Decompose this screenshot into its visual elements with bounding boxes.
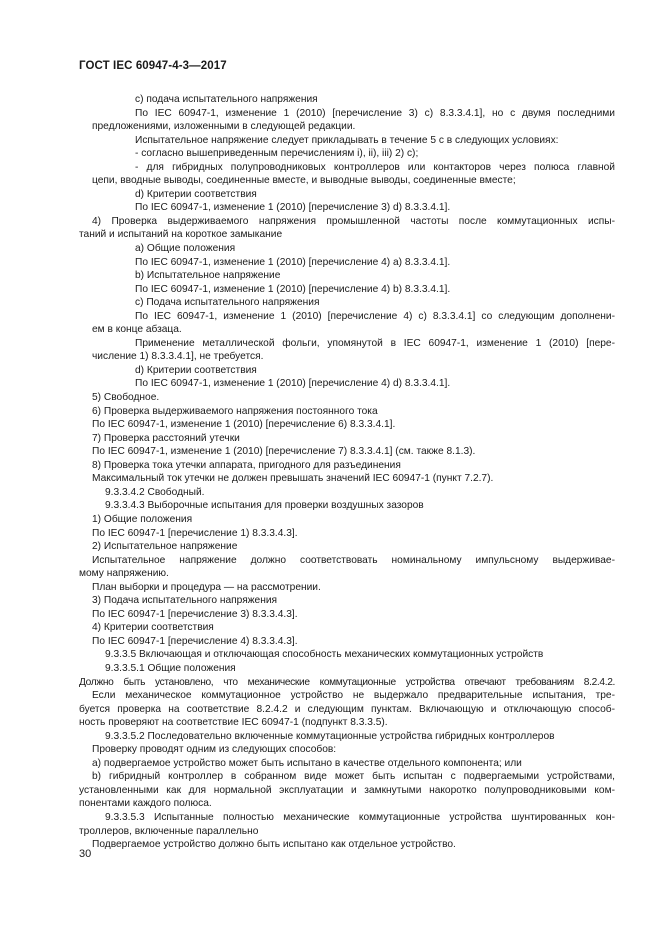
text-line: Если механическое коммутационное устройство не выдержало предварительные испытания, тре- xyxy=(92,690,615,702)
text-line: Испытательное напряжение следует прикладывать в течение 5 с в следующих условиях: xyxy=(135,134,559,146)
text-line: 9.3.3.5.3 Испытанные полностью механические коммутационные устройства шунтированных кон- xyxy=(105,811,615,823)
text-line: понентами каждого полюса. xyxy=(79,798,212,810)
text-line: По IEC 60947-1, изменение 1 (2010) [перечисление 6) 8.3.3.4.1]. xyxy=(92,419,396,431)
text-line: 3) Подача испытательного напряжения xyxy=(92,595,278,607)
text-line: c) подача испытательного напряжения xyxy=(135,94,318,105)
text-line: 9.3.3.5 Включающая и отключающая способность механических коммутационных устройств xyxy=(105,649,544,661)
text-line: b) Испытательное напряжение xyxy=(135,270,281,282)
text-line: a) подвергаемое устройство может быть испытано в качестве отдельного компонента; или xyxy=(92,757,522,769)
text-line: - для гибридных полупроводниковых контроллеров или контакторов через полюса главной xyxy=(135,161,615,173)
document-body xyxy=(79,93,615,852)
text-line: По IEC 60947-1 [перечисление 4) 8.3.3.4.3]. xyxy=(92,635,298,647)
text-line: По IEC 60947-1, изменение 1 (2010) [перечисление 3) d) 8.3.3.4.1]. xyxy=(135,202,451,214)
page-number: 30 xyxy=(79,848,92,860)
text-line: d) Критерии соответствия xyxy=(135,188,257,200)
text-line: 9.3.3.4.2 Свободный. xyxy=(105,486,205,498)
text-line: 9.3.3.5.1 Общие положения xyxy=(105,662,236,674)
text-line: По IEC 60947-1, изменение 1 (2010) [перечисление 7) 8.3.3.4.1] (см. также 8.1.3). xyxy=(92,446,476,458)
text-line: По IEC 60947-1, изменение 1 (2010) [перечисление 4) d) 8.3.3.4.1]. xyxy=(135,378,451,390)
text-line: установленными как для нормальной эксплуатации и замкнутыми накоротко полупроводниковыми ком- xyxy=(79,784,615,796)
text-line: ность проверяют на соответствие IEC 60947-1 (подпункт 8.3.3.5). xyxy=(79,717,388,729)
text-line: b) гибридный контроллер в собранном виде может быть испытан с подвергаемыми устройствами, xyxy=(92,771,615,783)
text-line: 6) Проверка выдерживаемого напряжения постоянного тока xyxy=(92,405,378,417)
document-header: ГОСТ IEC 60947-4-3—2017 xyxy=(79,60,227,72)
text-line: 7) Проверка расстояний утечки xyxy=(92,432,240,444)
text-line: таний и испытаний на короткое замыкание xyxy=(79,229,283,241)
text-line: 4) Критерии соответствия xyxy=(92,622,214,634)
text-line: мому напряжению. xyxy=(79,568,169,580)
text-line: 1) Общие положения xyxy=(92,513,193,525)
text-line: предложениями, изложенными в следующей редакции. xyxy=(92,121,356,133)
text-line: 5) Свободное. xyxy=(92,392,160,404)
text-line: 2) Испытательное напряжение xyxy=(92,541,238,553)
text-line: - согласно вышеприведенным перечислениям i), ii), iii) 2) c); xyxy=(135,148,419,160)
text-line: Испытательное напряжение должно соответствовать номинальному импульсному выдерживае- xyxy=(92,554,615,566)
text-line: троллеров, включенные параллельно xyxy=(79,825,259,837)
text-line: По IEC 60947-1, изменение 1 (2010) [перечисление 3) c) 8.3.3.4.1], но с двумя последними xyxy=(135,107,615,119)
text-line: 9.3.3.5.2 Последовательно включенные коммутационные устройства гибридных контроллеров xyxy=(105,730,555,742)
text-line: По IEC 60947-1, изменение 1 (2010) [перечисление 4) a) 8.3.3.4.1]. xyxy=(135,256,451,268)
text-line: Подвергаемое устройство должно быть испытано как отдельное устройство. xyxy=(92,839,456,851)
text-line: цепи, вводные выводы, соединенные вместе, и выводные выводы, соединенные вместе; xyxy=(92,175,516,187)
text-line: a) Общие положения xyxy=(135,243,236,255)
text-line: Должно быть установлено, что механические коммутационные устройства отвечают требованиям 8.2.4.2. xyxy=(79,676,615,688)
text-line: c) Подача испытательного напряжения xyxy=(135,297,320,309)
text-line: По IEC 60947-1 [перечисление 3) 8.3.3.4.3]. xyxy=(92,608,298,620)
text-line: По IEC 60947-1, изменение 1 (2010) [перечисление 4) b) 8.3.3.4.1]. xyxy=(135,283,451,295)
text-line: По IEC 60947-1, изменение 1 (2010) [перечисление 4) c) 8.3.3.4.1] со следующим дополнени- xyxy=(135,310,615,322)
text-line: Максимальный ток утечки не должен превышать значений IEC 60947-1 (пункт 7.2.7). xyxy=(92,473,494,485)
text-line: d) Критерии соответствия xyxy=(135,364,257,376)
text-line: числение 1) 8.3.3.4.1], не требуется. xyxy=(92,351,264,363)
text-line: 9.3.3.4.3 Выборочные испытания для проверки воздушных зазоров xyxy=(105,500,424,512)
text-line: План выборки и процедура — на рассмотрении. xyxy=(92,581,321,593)
text-line: буется проверка на соответствие 8.2.4.2 и следующим пунктам. Включающую и отключающую способ- xyxy=(79,703,615,715)
text-line: По IEC 60947-1 [перечисление 1) 8.3.3.4.3]. xyxy=(92,527,298,539)
text-line: 4) Проверка выдерживаемого напряжения промышленной частоты после коммутационных испы- xyxy=(92,215,615,227)
text-line: ем в конце абзаца. xyxy=(92,324,182,336)
text-line: Проверку проводят одним из следующих способов: xyxy=(92,744,337,756)
text-line: Применение металлической фольги, упомянутой в IEC 60947-1, изменение 1 (2010) [пере- xyxy=(135,337,615,349)
text-line: 8) Проверка тока утечки аппарата, пригодного для разъединения xyxy=(92,459,401,471)
